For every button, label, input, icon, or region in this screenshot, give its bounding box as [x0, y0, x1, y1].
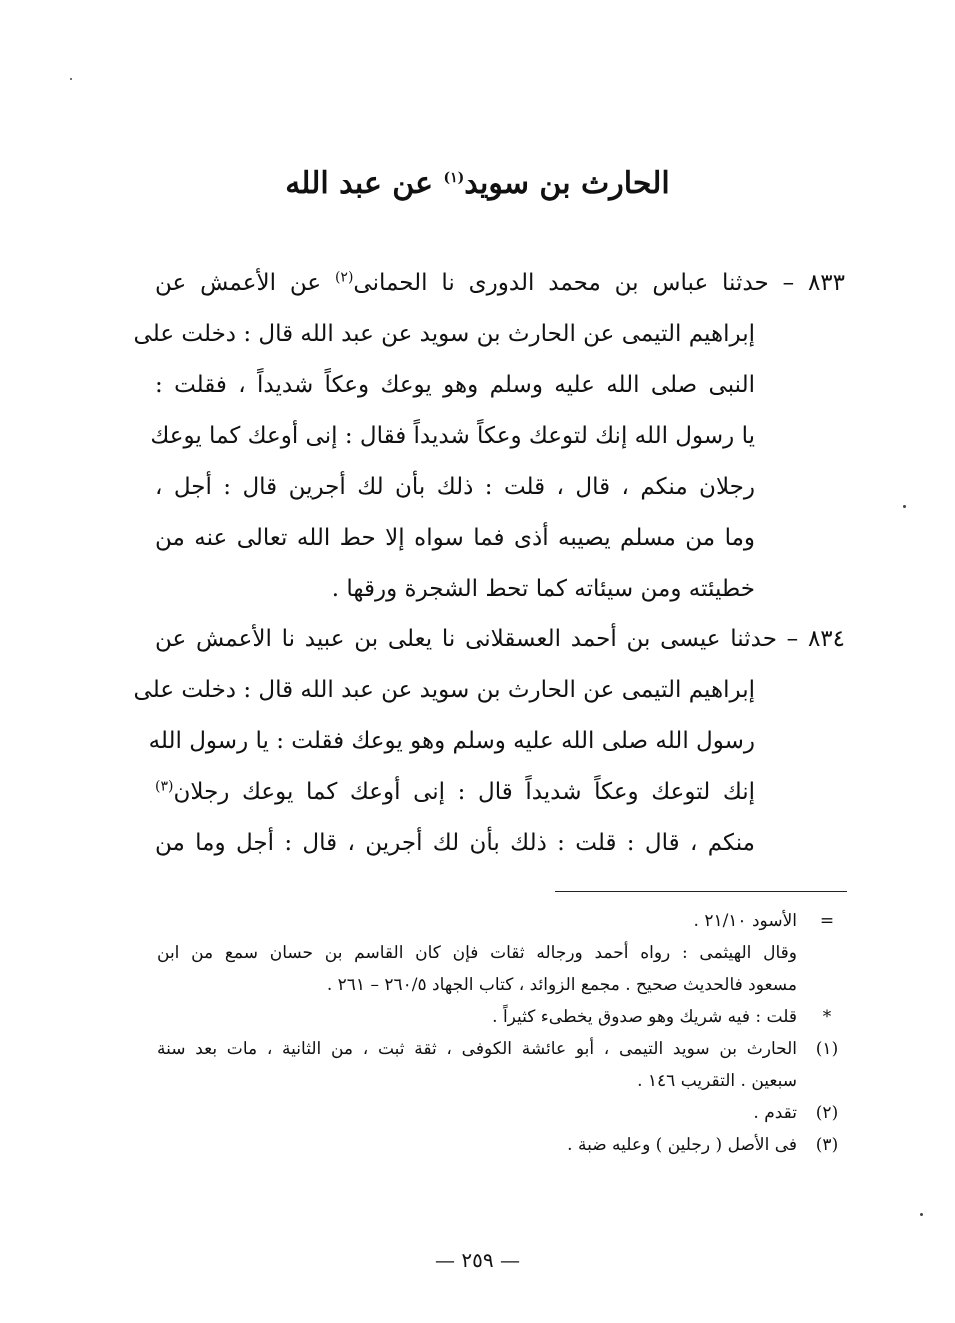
page-number: — ٢٥٩ —	[435, 1248, 520, 1272]
hadith-line: منكم ، قال : قلت : ذلك بأن لك أجرين ، قال : أجل وما من	[155, 830, 755, 856]
scan-speck	[70, 78, 72, 80]
footnote-continuation: = الأسود ٢١/١٠ .	[157, 905, 847, 937]
footnote-3: (٣) فى الأصل ( رجلين ) وعليه ضبة .	[157, 1129, 847, 1161]
chapter-title-rest: عن عبد الله	[285, 166, 444, 201]
hadith-line: رجلان منكم ، قال ، قلت : ذلك بأن لك أجرين قال : أجل ،	[155, 474, 755, 500]
hadith-line: إبراهيم التيمى عن الحارث بن سويد عن عبد الله قال : دخلت على	[133, 321, 755, 347]
hadith-line: خطيئته ومن سيئاته كما تحط الشجرة ورقها .	[331, 576, 755, 602]
footnote-marker: =	[819, 911, 835, 931]
hadith-line: ٨٣٣ – حدثنا عباس بن محمد الدورى نا الحمانى$^{(٢)}$ عن الأعمش عن	[155, 269, 846, 296]
footnote-marker: (١)	[815, 1039, 839, 1059]
hadith-line: إبراهيم التيمى عن الحارث بن سويد عن عبد الله قال : دخلت على	[133, 677, 755, 703]
hadith-number: ٨٣٣ –	[768, 270, 846, 296]
footnote-2: (٢) تقدم .	[157, 1097, 847, 1129]
hadith-line: رسول الله صلى الله عليه وسلم وهو يوعك فقلت : يا رسول الله	[148, 728, 755, 754]
hadith-line: يا رسول الله إنك لتوعك وعكاً شديداً فقال : إنى أوعك كما يوعك	[150, 423, 755, 449]
footnote-marker: (٣)	[815, 1135, 839, 1155]
footnote-ref-1: (١)	[443, 170, 465, 186]
hadith-line: النبى صلى الله عليه وسلم وهو يوعك وعكاً شديداً ، فقلت :	[155, 372, 755, 398]
scan-speck	[903, 505, 906, 508]
footnote-ref-2: (٢)	[334, 269, 354, 286]
footnotes	[157, 905, 847, 1161]
hadith-line: وما من مسلم يصيبه أذى فما سواه إلا حط الله تعالى عنه من	[155, 525, 755, 551]
chapter-title-text: الحارث بن سويد	[464, 166, 670, 201]
chapter-title	[0, 160, 955, 208]
footnote-marker: *	[822, 1007, 832, 1027]
footnote-separator	[555, 891, 847, 892]
hadith-833	[133, 258, 846, 615]
footnote-marker: (٢)	[815, 1103, 839, 1123]
footnote-haythami: وقال الهيثمى : رواه أحمد ورجاله ثقات فإن كان القاسم بن حسان سمع من ابن مسعود فالحديث صحيح . مجمع الزوائد ، كتاب الجهاد ٢٦٠/٥ – ٢٦١ .	[157, 943, 797, 995]
hadith-line: إنك لتوعك وعكاً شديداً قال : إنى أوعك كما يوعك رجلان$^{(٣)}$	[155, 778, 755, 805]
scan-speck	[920, 1213, 923, 1216]
footnote-1: (١) الحارث بن سويد التيمى ، أبو عائشة الكوفى ، ثقة ثبت ، من الثانية ، مات بعد سنة سبعين . التقريب ١٤٦ .	[157, 1033, 847, 1097]
hadith-number: ٨٣٤ –	[776, 626, 845, 652]
hadith-line: ٨٣٤ – حدثنا عيسى بن أحمد العسقلانى نا يعلى بن عبيد نا الأعمش عن	[155, 626, 845, 652]
footnote-ref-3: (٣)	[155, 778, 174, 795]
footnote-remark: * قلت : فيه شريك وهو صدوق يخطىء كثيراً .	[157, 1001, 847, 1033]
hadith-834	[133, 614, 845, 869]
